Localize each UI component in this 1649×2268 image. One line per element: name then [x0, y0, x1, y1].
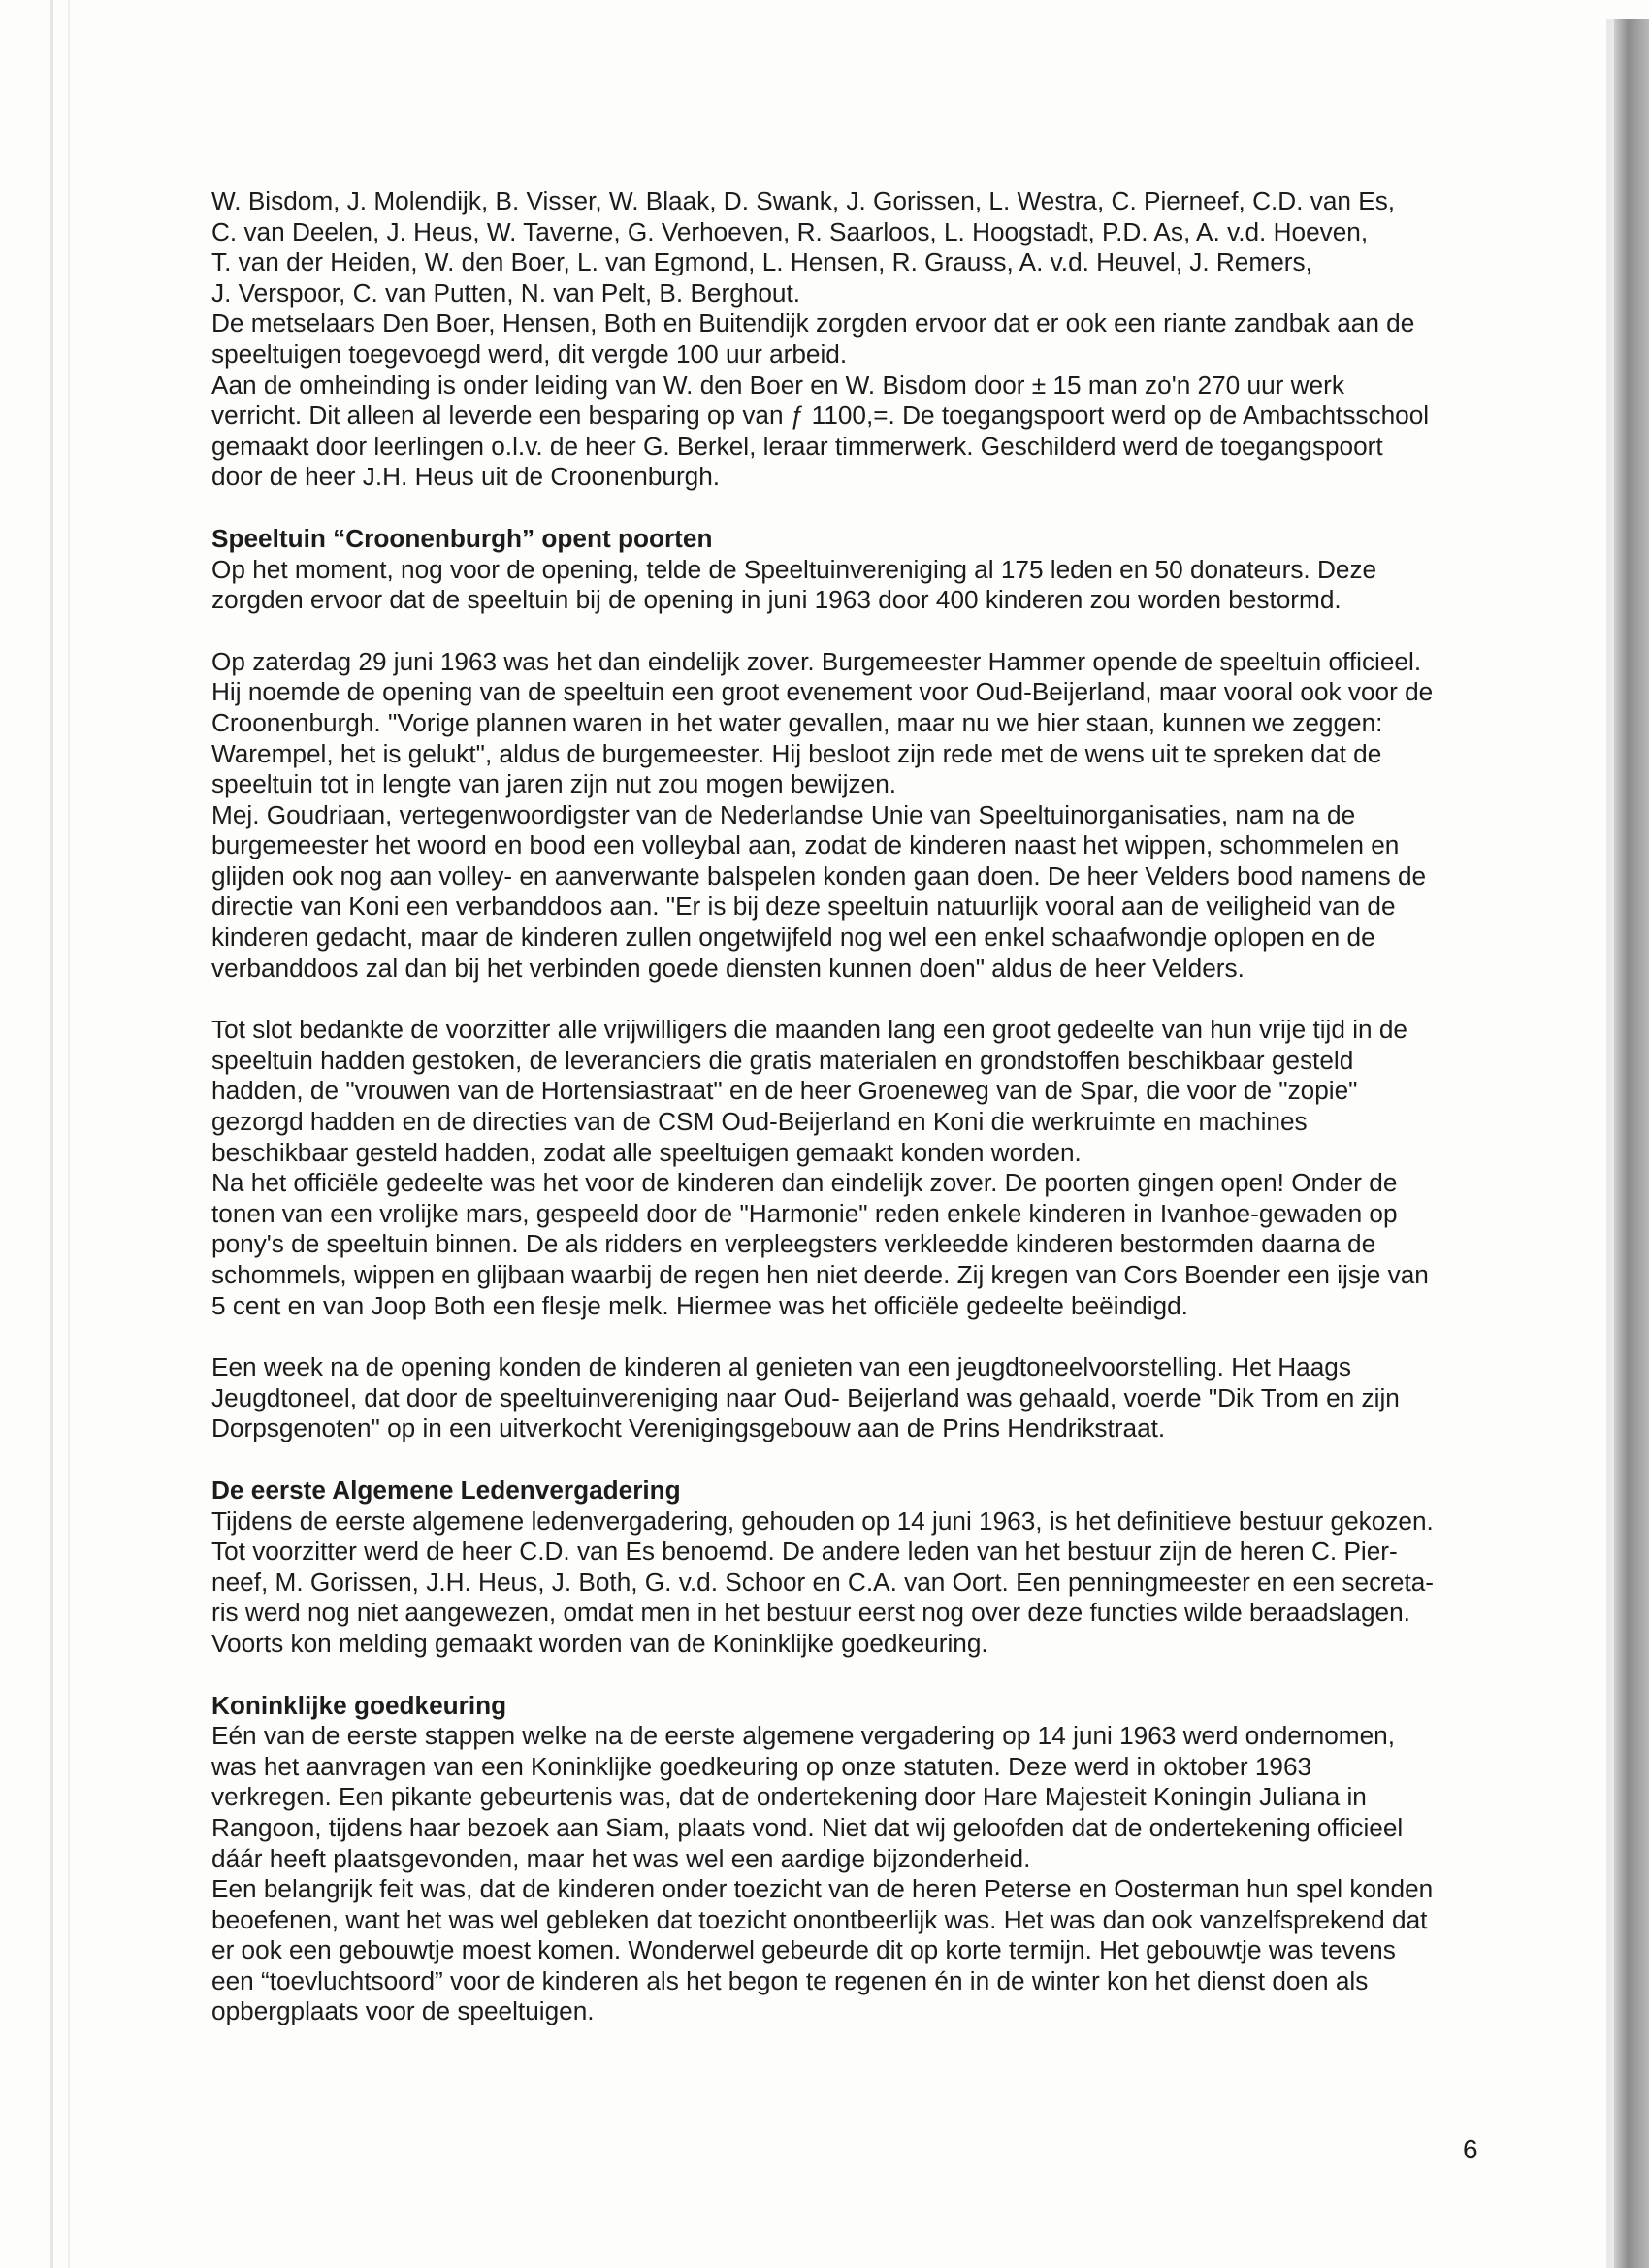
text-line: Hij noemde de opening van de speeltuin een groot evenement voor Oud-Beijerland, maar vooral ook voor de [211, 677, 1434, 707]
text-line: Op zaterdag 29 juni 1963 was het dan eindelijk zover. Burgemeester Hammer opende de speeltuin officieel. [211, 646, 1422, 676]
page-edge-right-inner [1606, 19, 1614, 2268]
text-line: Eén van de eerste stappen welke na de eerste algemene vergadering op 14 juni 1963 werd ondernomen, [211, 1721, 1396, 1751]
text-line: pony's de speeltuin binnen. De als ridders en verpleegsters verkleedde kinderen bestormden daarna de [211, 1229, 1376, 1259]
text-line: Tijdens de eerste algemene ledenvergadering, gehouden op 14 juni 1963, is het definitieve bestuur gekozen. [211, 1506, 1434, 1536]
text-line: door de heer J.H. Heus uit de Croonenburgh. [211, 462, 721, 492]
text-line: 5 cent en van Joop Both een flesje melk. Hiermee was het officiële gedeelte beëindigd. [211, 1290, 1188, 1320]
text-line: er ook een gebouwtje moest komen. Wonderwel gebeurde dit op korte termijn. Het gebouwtje was tevens [211, 1935, 1396, 1965]
text-line: directie van Koni een verbanddoos aan. "Er is bij deze speeltuin natuurlijk vooral aan de veiligheid van de [211, 891, 1396, 922]
text-line: neef, M. Gorissen, J.H. Heus, J. Both, G. v.d. Schoor en C.A. van Oort. Een penningmeester en een secreta- [211, 1567, 1435, 1597]
text-line: speeltuin hadden gestoken, de leveranciers die gratis materialen en grondstoffen beschikbaar gesteld [211, 1045, 1354, 1075]
text-line: Op het moment, nog voor de opening, telde de Speeltuinvereniging al 175 leden en 50 donateurs. Deze [211, 554, 1377, 584]
text-line: Mej. Goudriaan, vertegenwoordigster van de Nederlandse Unie van Speeltuinorganisaties, nam na de [211, 799, 1356, 829]
text-line: T. van der Heiden, W. den Boer, L. van Egmond, L. Hensen, R. Grauss, A. v.d. Heuvel, J. Remers, [211, 247, 1312, 277]
text-line: Warempel, het is gelukt", aldus de burgemeester. Hij besloot zijn rede met de wens uit te spreken dat de [211, 738, 1382, 768]
text-line: speeltuigen toegevoegd werd, dit vergde 100 uur arbeid. [211, 339, 848, 369]
text-line: Na het officiële gedeelte was het voor de kinderen dan eindelijk zover. De poorten gingen open! Onder de [211, 1168, 1398, 1198]
text-line: Croonenburgh. "Vorige plannen waren in het water gevallen, maar nu we hier staan, kunnen we zeggen: [211, 707, 1383, 737]
page-edge-right-shadow [1614, 19, 1649, 2268]
text-line: speeltuin tot in lengte van jaren zijn nut zou mogen bewijzen. [211, 769, 897, 799]
page-number: 6 [1463, 2134, 1478, 2164]
text-line: een “toevluchtsoord” voor de kinderen als het begon te regenen én in de winter kon het dienst doen als [211, 1965, 1369, 1995]
text-line: beschikbaar gesteld hadden, zodat alle speeltuigen gemaakt konden worden. [211, 1137, 1082, 1167]
text-line: Rangoon, tijdens haar bezoek aan Siam, plaats vond. Niet dat wij geloofden dat de ondertekening officieel [211, 1812, 1404, 1842]
text-line: verkregen. Een pikante gebeurtenis was, dat de ondertekening door Hare Majesteit Koningin Juliana in [211, 1782, 1367, 1812]
section-heading: De eerste Algemene Ledenvergadering [211, 1474, 681, 1505]
document-body [211, 186, 1511, 2027]
section-heading: Speeltuin “Croonenburgh” opent poorten [211, 523, 713, 553]
text-line: J. Verspoor, C. van Putten, N. van Pelt, B. Berghout. [211, 277, 801, 308]
text-line: De metselaars Den Boer, Hensen, Both en Buitendijk zorgden ervoor dat er ook een riante zandbak aan de [211, 308, 1415, 339]
text-line: Dorpsgenoten" op in een uitverkocht Verenigingsgebouw aan de Prins Hendrikstraat. [211, 1413, 1166, 1443]
text-line: kinderen gedacht, maar de kinderen zullen ongetwijfeld nog wel een enkel schaafwondje oplopen en de [211, 923, 1375, 953]
text-line: W. Bisdom, J. Molendijk, B. Visser, W. Blaak, D. Swank, J. Gorissen, L. Westra, C. Pierneef, C.D. van Es, [211, 186, 1396, 215]
text-line: Een belangrijk feit was, dat de kinderen onder toezicht van de heren Peterse en Oosterman hun spel konden [211, 1874, 1434, 1904]
text-line: verricht. Dit alleen al leverde een besparing op van ƒ 1100,=. De toegangspoort werd op de Ambachtsschool [211, 401, 1430, 431]
page-edge-left-inner [68, 0, 70, 2268]
text-line: Tot voorzitter werd de heer C.D. van Es benoemd. De andere leden van het bestuur zijn de heren C. Pier- [211, 1537, 1398, 1567]
section-heading: Koninklijke goedkeuring [211, 1690, 507, 1720]
text-line: Aan de omheinding is onder leiding van W. den Boer en W. Bisdom door ± 15 man zo'n 270 uur werk [211, 370, 1344, 400]
text-line: zorgden ervoor dat de speeltuin bij de opening in juni 1963 door 400 kinderen zou worden bestormd. [211, 585, 1342, 615]
text-line: was het aanvragen van een Koninklijke goedkeuring op onze statuten. Deze werd in oktober 1963 [211, 1751, 1312, 1781]
text-line: Een week na de opening konden de kinderen al genieten van een jeugdtoneelvoorstelling. Het Haags [211, 1352, 1351, 1382]
text-line: dáár heeft plaatsgevonden, maar het was wel een aardige bijzonderheid. [211, 1843, 1031, 1873]
text-line: C. van Deelen, J. Heus, W. Taverne, G. Verhoeven, R. Saarloos, L. Hoogstadt, P.D. As, A. v.d. Hoeven, [211, 216, 1369, 246]
text-line: gemaakt door leerlingen o.l.v. de heer G. Berkel, leraar timmerwerk. Geschilderd werd de toegangspoort [211, 431, 1383, 461]
page-edge-left [50, 0, 53, 2268]
text-line: glijden ook nog aan volley- en aanverwante balspelen konden gaan doen. De heer Velders bood namens de [211, 860, 1427, 891]
text-line: burgemeester het woord en bood een volleybal aan, zodat de kinderen naast het wippen, schommelen en [211, 830, 1400, 860]
text-line: schommels, wippen en glijbaan waarbij de regen hen niet deerde. Zij kregen van Cors Boender een ijsje van [211, 1260, 1429, 1289]
text-line: hadden, de "vrouwen van de Hortensiastraat" en de heer Groeneweg van de Spar, die voor de "zopie" [211, 1076, 1358, 1106]
text-line: beoefenen, want het was wel gebleken dat toezicht onontbeerlijk was. Het was dan ook vanzelfsprekend dat [211, 1904, 1428, 1934]
text-line: Tot slot bedankte de voorzitter alle vrijwilligers die maanden lang een groot gedeelte van hun vrije tijd in de [211, 1015, 1407, 1045]
text-line: tonen van een vrolijke mars, gespeeld door de "Harmonie" reden enkele kinderen in Ivanhoe-gewaden op [211, 1198, 1398, 1228]
text-line: opbergplaats voor de speeltuigen. [211, 1996, 595, 2026]
text-line: gezorgd hadden en de directies van de CSM Oud-Beijerland en Koni die werkruimte en machines [211, 1107, 1308, 1137]
text-line: verbanddoos zal dan bij het verbinden goede diensten kunnen doen" aldus de heer Velders. [211, 953, 1245, 983]
text-line: ris werd nog niet aangewezen, omdat men in het bestuur eerst nog over deze functies wilde beraadslagen. [211, 1598, 1410, 1628]
text-line: Voorts kon melding gemaakt worden van de Koninklijke goedkeuring. [211, 1628, 988, 1658]
text-line: Jeugdtoneel, dat door de speeltuinvereniging naar Oud- Beijerland was gehaald, voerde "Dik Trom en zijn [211, 1382, 1400, 1412]
